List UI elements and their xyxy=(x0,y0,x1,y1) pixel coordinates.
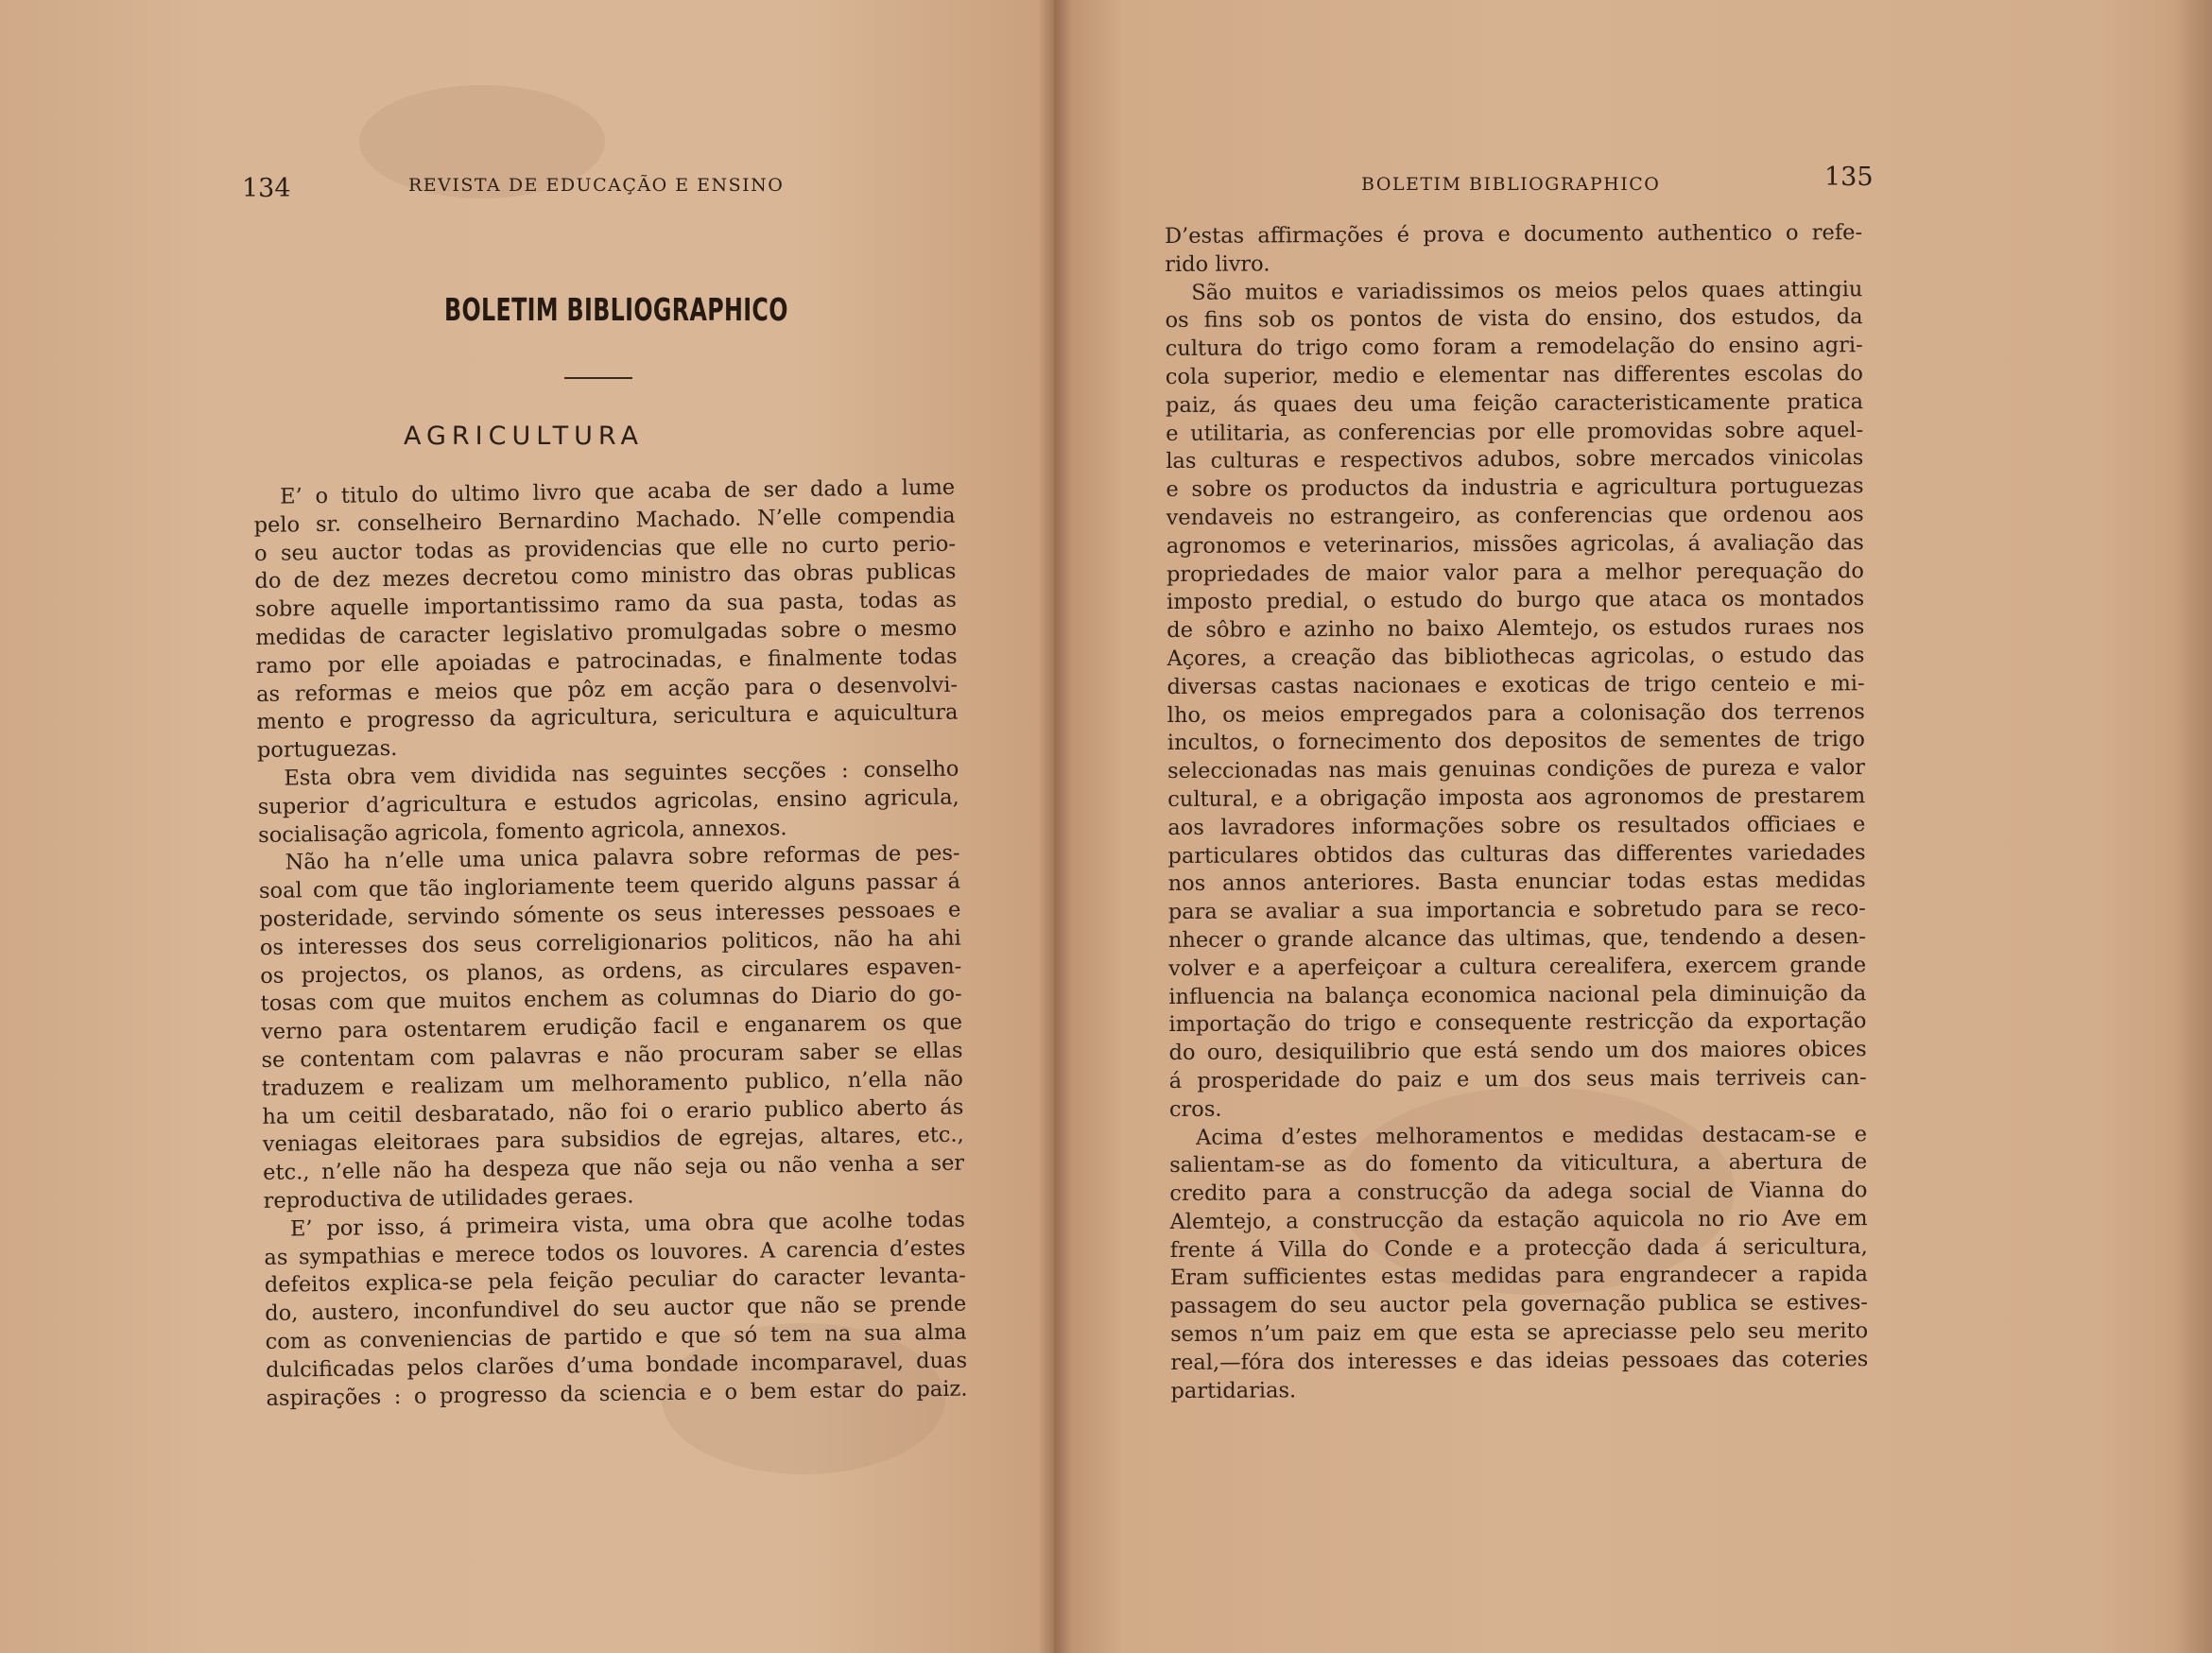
text-line: semos n’um paiz em que esta se apreciasse pelo seu merito xyxy=(1170,1318,1869,1348)
text-line: reproductiva de utilidades geraes. xyxy=(263,1183,634,1214)
text-line: diversas castas nacionaes e exoticas de trigo centeio e mi- xyxy=(1166,670,1865,699)
text-line: socialisação agricola, fomento agricola, annexos. xyxy=(258,815,787,848)
left-body-text xyxy=(253,474,968,1414)
text-line: ha um ceitil desbaratado, não foi o erario publico aberto ás xyxy=(262,1094,964,1129)
text-line: medidas de caracter legislativo promulgadas sobre o mesmo xyxy=(255,615,958,650)
text-line: do, austero, inconfundivel do seu auctor que não se prende xyxy=(265,1291,967,1327)
text-line: aspirações : o progresso da sciencia e o bem estar do paiz. xyxy=(266,1376,968,1411)
text-line: portuguezas. xyxy=(256,736,398,764)
text-line: E’ o titulo do ultimo livro que acaba de ser dado a lume xyxy=(280,474,956,509)
text-line: e sobre os productos da industria e agricultura portuguezas xyxy=(1166,474,1864,503)
text-line: paiz, ás quaes deu uma feição caracteristicamente pratica xyxy=(1165,388,1864,418)
text-line: Acima d’estes melhoramentos e medidas destacam-se e xyxy=(1195,1121,1868,1150)
text-line: seleccionadas nas mais genuinas condições de pureza e valor xyxy=(1166,755,1866,784)
text-line: sobre aquelle importantissimo ramo da sua pasta, todas as xyxy=(254,587,957,623)
text-line: de sôbro e azinho no baixo Alemtejo, os estudos ruraes nos xyxy=(1166,614,1865,644)
text-line: superior d’agricultura e estudos agricolas, ensino agricula, xyxy=(257,784,959,819)
text-line: cros. xyxy=(1168,1096,1222,1122)
text-line: credito para a construcção da adega social de Vianna do xyxy=(1169,1178,1868,1207)
running-head-left: REVISTA DE EDUCAÇÃO E ENSINO xyxy=(408,175,785,196)
text-line: etc., n’elle não ha despeza que não seja ou não venha a ser xyxy=(262,1150,965,1186)
text-line: Açores, a creação das bibliothecas agricolas, o estudo das xyxy=(1166,643,1865,671)
text-line: imposto predial, o estudo do burgo que ataca os montados xyxy=(1166,586,1865,615)
text-line: os fins sob os pontos de vista do ensino, dos estudos, da xyxy=(1165,304,1863,334)
section-title: BOLETIM BIBLIOGRAPHICO xyxy=(444,291,788,328)
text-line: nos annos anteriores. Basta enunciar todas estas medidas xyxy=(1167,868,1866,897)
text-line: incultos, o fornecimento dos depositos de sementes de trigo xyxy=(1166,727,1865,756)
text-line: lho, os meios empregados para a colonisação dos terrenos xyxy=(1166,698,1865,728)
page-number-left: 134 xyxy=(242,174,291,203)
text-line: agronomos e veterinarios, missões agricolas, á avaliação das xyxy=(1166,529,1864,559)
title-rule xyxy=(564,377,632,379)
text-line: á prosperidade do paiz e um dos seus mais terriveis can- xyxy=(1168,1065,1867,1093)
text-line: do de dez mezes decretou como ministro das obras publicas xyxy=(254,560,957,594)
text-line: nhecer o grande alcance das ultimas, que, tendendo a desen- xyxy=(1167,924,1867,953)
text-line: D’estas affirmações é prova e documento authentico o refe- xyxy=(1165,220,1863,249)
text-line: se contentam com palavras e não procuram saber se ellas xyxy=(261,1038,963,1073)
text-line: veniagas eleitoraes para subsidios de egrejas, altares, etc., xyxy=(262,1122,964,1158)
text-line: defeitos explica-se pela feição peculiar do caracter levanta- xyxy=(264,1263,966,1299)
text-line: dulcificadas pelos clarões d’uma bondade incomparavel, duas xyxy=(265,1348,968,1383)
text-line: frente á Villa do Conde e a protecção dada á sericultura, xyxy=(1169,1233,1868,1263)
text-line: soal com que tão ingloriamente teem querido alguns passar á xyxy=(258,869,961,904)
text-line: real,—fóra dos interesses e das ideias pessoaes das coteries xyxy=(1170,1346,1869,1375)
text-line: os interesses dos seus correligionarios politicos, não ha ahi xyxy=(259,925,961,960)
text-line: Esta obra vem dividida nas seguintes secções : conselho xyxy=(284,756,959,791)
subsection-title: AGRICULTURA xyxy=(404,422,644,451)
text-line: as sympathias e merece todos os louvores. A carencia d’estes xyxy=(264,1235,966,1270)
text-line: para se avaliar a sua importancia e sobretudo para se reco- xyxy=(1167,896,1866,925)
text-line: vendaveis no estrangeiro, as conferencias que ordenou aos xyxy=(1166,502,1864,530)
text-line: traduzem e realizam um melhoramento publico, n’ella não xyxy=(261,1066,964,1101)
text-line: Não ha n’elle uma unica palavra sobre reformas de pes- xyxy=(285,840,960,875)
text-line: e utilitaria, as conferencias por elle promovidas sobre aquel- xyxy=(1166,417,1864,446)
text-line: importação do trigo e consequente restricção da exportação xyxy=(1168,1008,1867,1038)
text-line: Alemtejo, a construcção da estação aquicola no rio Ave em xyxy=(1169,1206,1868,1234)
text-line: partidarias. xyxy=(1170,1377,1297,1403)
text-line: rido livro. xyxy=(1165,251,1270,277)
text-line: propriedades de maior valor para a melhor perequação do xyxy=(1166,558,1865,587)
text-line: posteridade, servindo sómente os seus interesses pessoaes e xyxy=(259,897,961,932)
text-line: salientam-se as do fomento da viticultura, a abertura de xyxy=(1169,1149,1868,1179)
text-line: E’ por isso, á primeira vista, uma obra que acolhe todas xyxy=(289,1207,966,1242)
text-line: influencia na balança economica nacional pela diminuição da xyxy=(1168,980,1867,1009)
text-line: las culturas e respectivos adubos, sobre mercados vinicolas xyxy=(1166,445,1864,474)
text-line: ramo por elle apoiadas e patrocinadas, e finalmente todas xyxy=(255,644,958,679)
text-line: as reformas e meios que pôz em acção para o desenvolvi- xyxy=(255,672,959,707)
text-line: do ouro, desiquilibrio que está sendo um dos maiores obices xyxy=(1168,1037,1867,1066)
text-line: cultural, e a obrigação imposta aos agronomos de prestarem xyxy=(1167,783,1866,812)
text-line: cultura do trigo como foram a remodelação do ensino agri- xyxy=(1165,333,1863,362)
book-gutter xyxy=(1038,0,1072,1653)
text-line: Eram sufficientes estas medidas para engrandecer a rapida xyxy=(1169,1262,1868,1291)
text-line: particulares obtidos das culturas das differentes variedades xyxy=(1167,839,1866,869)
text-line: passagem do seu auctor pela governação publica se estives- xyxy=(1169,1290,1869,1319)
text-line: aos lavradores informações sobre os resultados officiaes e xyxy=(1167,811,1866,840)
text-line: pelo sr. conselheiro Bernardino Machado. N’elle compendia xyxy=(253,503,956,538)
right-body-text xyxy=(1165,219,1869,1405)
page-number-right: 135 xyxy=(1824,163,1874,192)
running-head-right: BOLETIM BIBLIOGRAPHICO xyxy=(1361,174,1661,195)
text-line: São muitos e variadissimos os meios pelos quaes attingiu xyxy=(1191,276,1863,305)
page-edge-shadow xyxy=(2174,0,2212,1653)
text-line: verno para ostentarem erudição facil e enganarem os que xyxy=(260,1009,963,1045)
text-line: o seu auctor todas as providencias que elle no curto perio- xyxy=(253,531,957,566)
text-line: mento e progresso da agricultura, sericultura e aquicultura xyxy=(256,699,959,735)
text-line: com as conveniencias de partido e que só tem na sua alma xyxy=(265,1319,967,1354)
text-line: os projectos, os planos, as ordens, as circulares espaven- xyxy=(260,954,962,989)
text-line: volver e a aperfeiçoar a cultura cerealifera, exercem grande xyxy=(1168,952,1867,981)
text-line: tosas com que muitos enchem as columnas do Diario do go- xyxy=(260,981,962,1017)
text-line: cola superior, medio e elementar nas differentes escolas do xyxy=(1165,361,1863,389)
